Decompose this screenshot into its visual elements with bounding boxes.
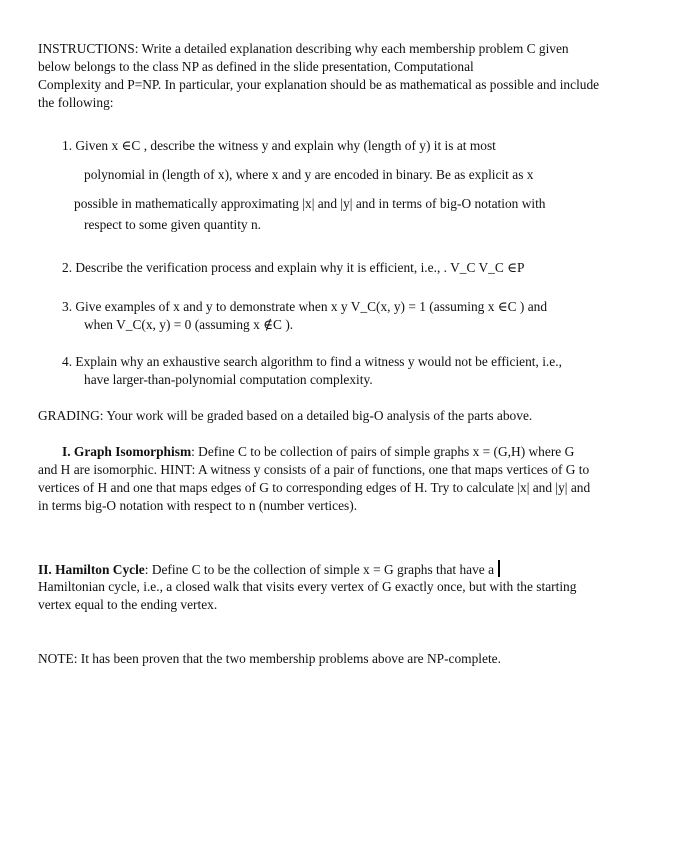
graph-iso-line-3: vertices of H and one that maps edges of G to corresponding edges of H. Try to calculate |x| and |y| and (38, 480, 591, 495)
item-3-line-1: 3. Give examples of x and y to demonstrate when x y V_C(x, y) = 1 (assuming x ∈C ) and (62, 299, 548, 314)
graph-iso-line-2: and H are isomorphic. HINT: A witness y consists of a pair of functions, one that maps vertices of G to (38, 462, 590, 477)
instructions-line-1: INSTRUCTIONS: Write a detailed explanation describing why each membership problem C given (38, 41, 569, 56)
item-3-line-2: when V_C(x, y) = 0 (assuming x ∉C ). (84, 317, 294, 332)
instructions-line-3: Complexity and P=NP. In particular, your explanation should be as mathematical as possible and include (38, 77, 600, 92)
item-1-line-1: 1. Given x ∈C , describe the witness y and explain why (length of y) it is at most (62, 138, 496, 153)
item-4-line-2: have larger-than-polynomial computation complexity. (84, 372, 373, 387)
text-cursor (498, 560, 500, 577)
graph-iso-line-4: in terms big-O notation with respect to n (number vertices). (38, 498, 358, 513)
item-1-line-3: possible in mathematically approximating |x| and |y| and in terms of big-O notation with (74, 196, 546, 211)
hamilton-line-3: vertex equal to the ending vertex. (38, 597, 218, 612)
hamilton-heading: II. Hamilton Cycle (38, 562, 145, 577)
instructions-line-2: below belongs to the class NP as defined in the slide presentation, Computational (38, 59, 474, 74)
note-text: NOTE: It has been proven that the two membership problems above are NP-complete. (38, 651, 501, 666)
graph-iso-line-1-text: : Define C to be collection of pairs of simple graphs x = (G,H) where G (191, 444, 575, 459)
item-2-line-1: 2. Describe the verification process and explain why it is efficient, i.e., . V_C V_C ∈P (62, 260, 525, 275)
item-4-line-1: 4. Explain why an exhaustive search algorithm to find a witness y would not be efficient, i.e., (62, 354, 562, 369)
instructions-line-4: the following: (38, 95, 114, 110)
graph-iso-line-1 (62, 443, 574, 461)
item-1-line-4: respect to some given quantity n. (84, 217, 262, 232)
graph-iso-heading: I. Graph Isomorphism (62, 444, 192, 459)
item-1-line-2: polynomial in (length of x), where x and y are encoded in binary. Be as explicit as x (84, 167, 534, 182)
grading-text: GRADING: Your work will be graded based on a detailed big-O analysis of the parts above. (38, 408, 533, 423)
hamilton-line-2: Hamiltonian cycle, i.e., a closed walk that visits every vertex of G exactly once, but with the starting (38, 579, 577, 594)
hamilton-line-1 (38, 560, 500, 579)
hamilton-line-1-text: : Define C to be the collection of simple x = G graphs that have a (144, 562, 495, 577)
